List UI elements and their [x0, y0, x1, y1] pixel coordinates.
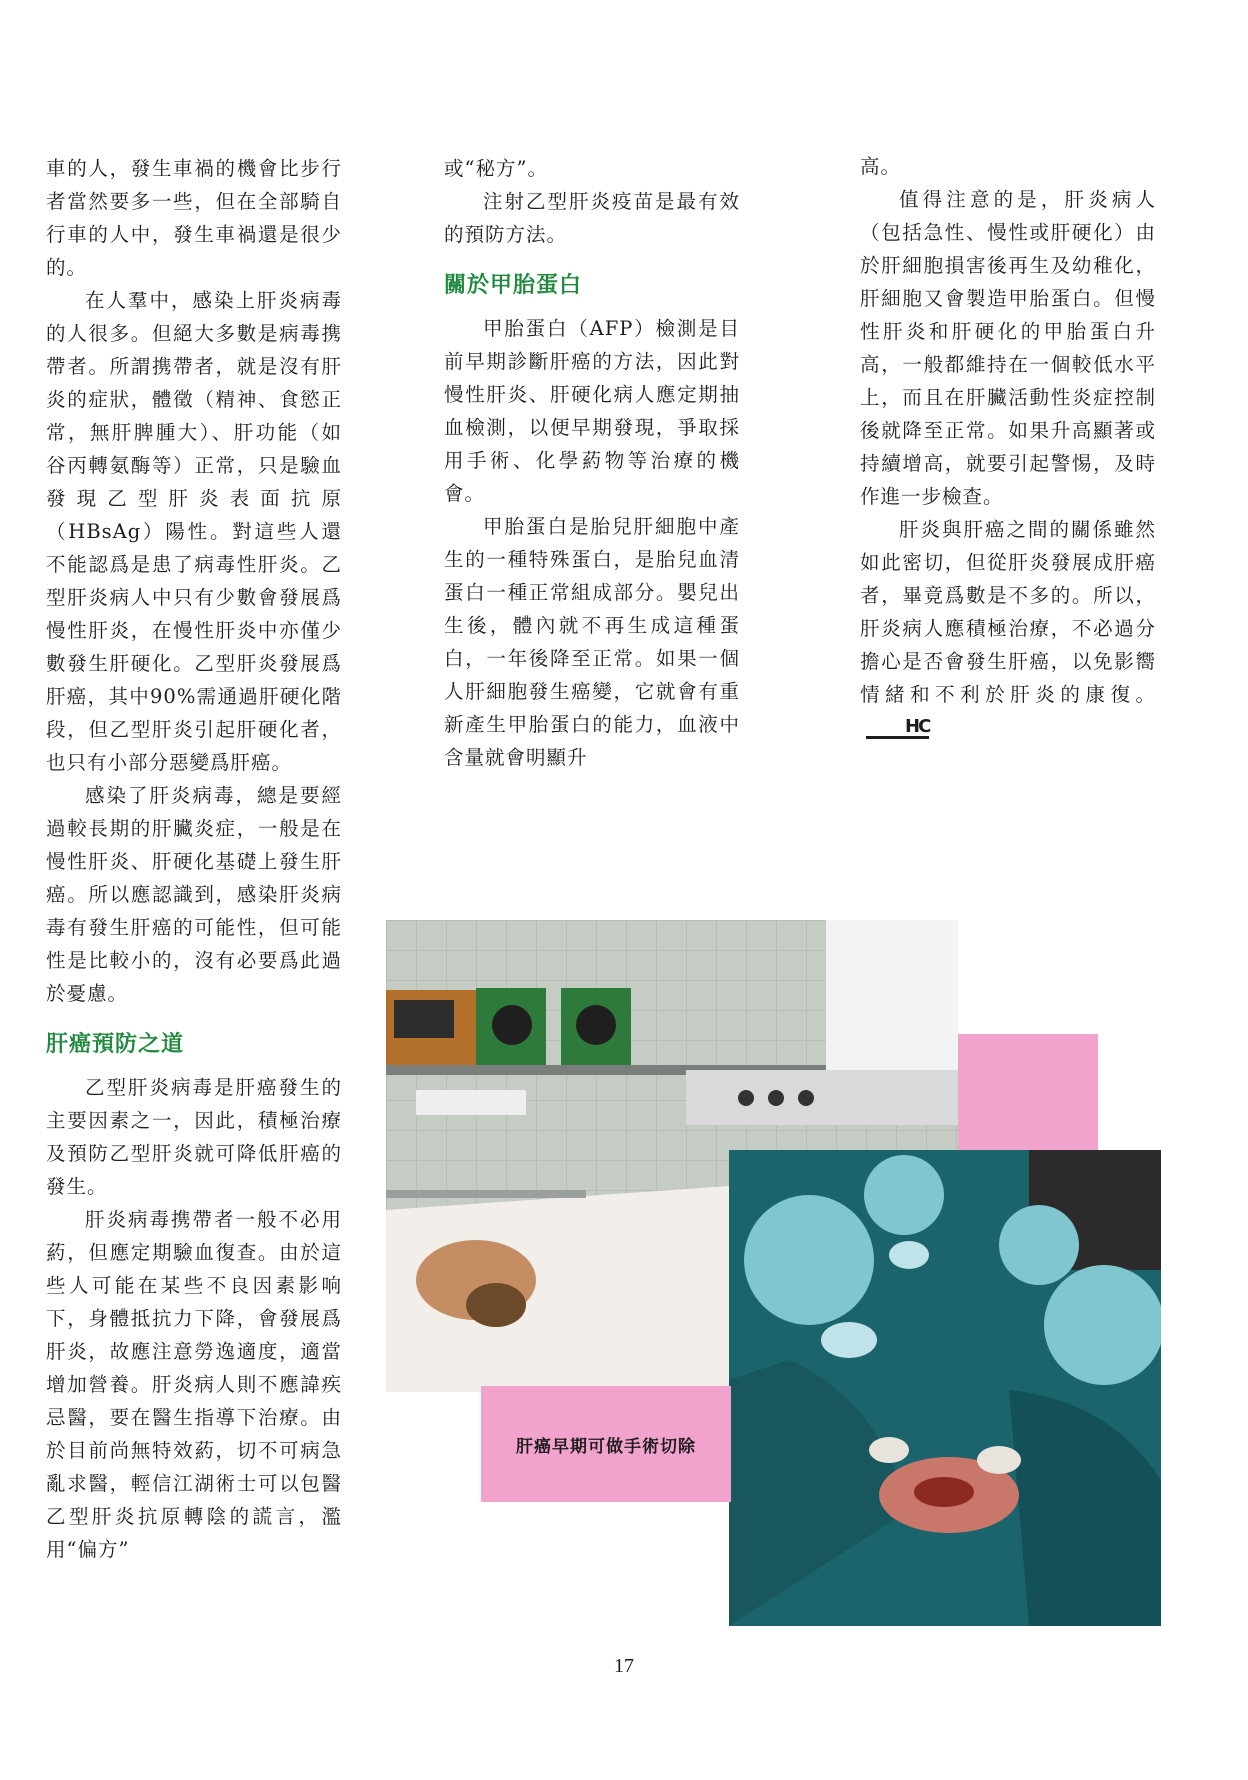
paragraph: 感染了肝炎病毒，總是要經過較長期的肝臟炎症，一般是在慢性肝炎、肝硬化基礎上發生肝癌。所以應認識到，感染肝炎病毒有發生肝癌的可能性，但可能性是比較小的，沒有必要爲此過於憂慮。 [46, 784, 342, 1005]
paragraph: 乙型肝炎病毒是肝癌發生的主要因素之一，因此，積極治療及預防乙型肝炎就可降低肝癌的發生。 [46, 1076, 342, 1198]
paragraph-text: 肝炎與肝癌之間的關係雖然如此密切，但從肝炎發展成肝癌者，畢竟爲數是不多的。所以，肝炎病人應積極治療，不必過分擔心是否會發生肝癌，以免影嚮情緒和不利於肝炎的康復。 [860, 518, 1156, 706]
surgery-photo [729, 1150, 1161, 1626]
paragraph: 在人羣中，感染上肝炎病毒的人很多。但絕大多數是病毒携帶者。所謂携帶者，就是沒有肝炎的症狀，體徵（精神、食慾正常，無肝脾腫大）、肝功能（如谷丙轉氨酶等）正常，只是驗血發現乙型肝炎表面抗原（HBsAg）陽性。對這些人還不能認爲是患了病毒性肝炎。乙型肝炎病人中只有少數會發展爲慢性肝炎，在慢性肝炎中亦僅少數發生肝硬化。乙型肝炎發展爲肝癌，其中90%需通過肝硬化階段，但乙型肝炎引起肝硬化者，也只有小部分惡變爲肝癌。 [46, 289, 342, 774]
paragraph: 車的人，發生車禍的機會比步行者當然要多一些，但在全部騎自行車的人中，發生車禍還是很少的。 [46, 157, 342, 279]
text-column-1 [46, 152, 342, 1566]
surgery-photo-illustration [729, 1150, 1161, 1626]
paragraph: 或“秘方”。 [444, 157, 548, 180]
paragraph: 值得注意的是，肝炎病人（包括急性、慢性或肝硬化）由於肝細胞損害後再生及幼稚化，肝細胞又會製造甲胎蛋白。但慢性肝炎和肝硬化的甲胎蛋白升高，一般都維持在一個較低水平上，而且在肝臟活動性炎症控制後就降至正常。如果升高顯著或持續增高，就要引起警惕，及時作進一步檢查。 [860, 188, 1156, 508]
text-column-2 [444, 152, 740, 774]
section-heading-liver-cancer-prevention: 肝癌預防之道 [46, 1032, 185, 1057]
section-heading-afp: 關於甲胎蛋白 [444, 273, 583, 298]
paragraph: 注射乙型肝炎疫苗是最有效的預防方法。 [444, 190, 740, 246]
decorative-pink-block [958, 1034, 1098, 1154]
paragraph [860, 513, 1156, 744]
magazine-logo-icon: HC [866, 718, 929, 739]
paragraph: 甲胎蛋白是胎兒肝細胞中產生的一種特殊蛋白，是胎兒血清蛋白一種正常組成部分。嬰兒出生後，體內就不再生成這種蛋白，一年後降至正常。如果一個人肝細胞發生癌變，它就會有重新產生甲胎蛋白的能力，血液中含量就會明顯升 [444, 515, 740, 769]
page-number: 17 [614, 1655, 634, 1677]
paragraph: 甲胎蛋白（AFP）檢測是目前早期診斷肝癌的方法，因此對慢性肝炎、肝硬化病人應定期抽血檢測，以便早期發現，爭取採用手術、化學葯物等治療的機會。 [444, 317, 740, 505]
text-column-3 [860, 150, 1156, 744]
photo-caption: 肝癌早期可做手術切除 [481, 1386, 731, 1502]
paragraph: 肝炎病毒携帶者一般不必用葯，但應定期驗血復查。由於這些人可能在某些不良因素影响下，身體抵抗力下降，會發展爲肝炎，故應注意勞逸適度，適當增加營養。肝炎病人則不應諱疾忌醫，要在醫生指導下治療。由於目前尚無特效葯，切不可病急亂求醫，輕信江湖術士可以包醫乙型肝炎抗原轉陰的謊言，濫用“偏方” [46, 1208, 342, 1561]
paragraph: 高。 [860, 155, 902, 178]
